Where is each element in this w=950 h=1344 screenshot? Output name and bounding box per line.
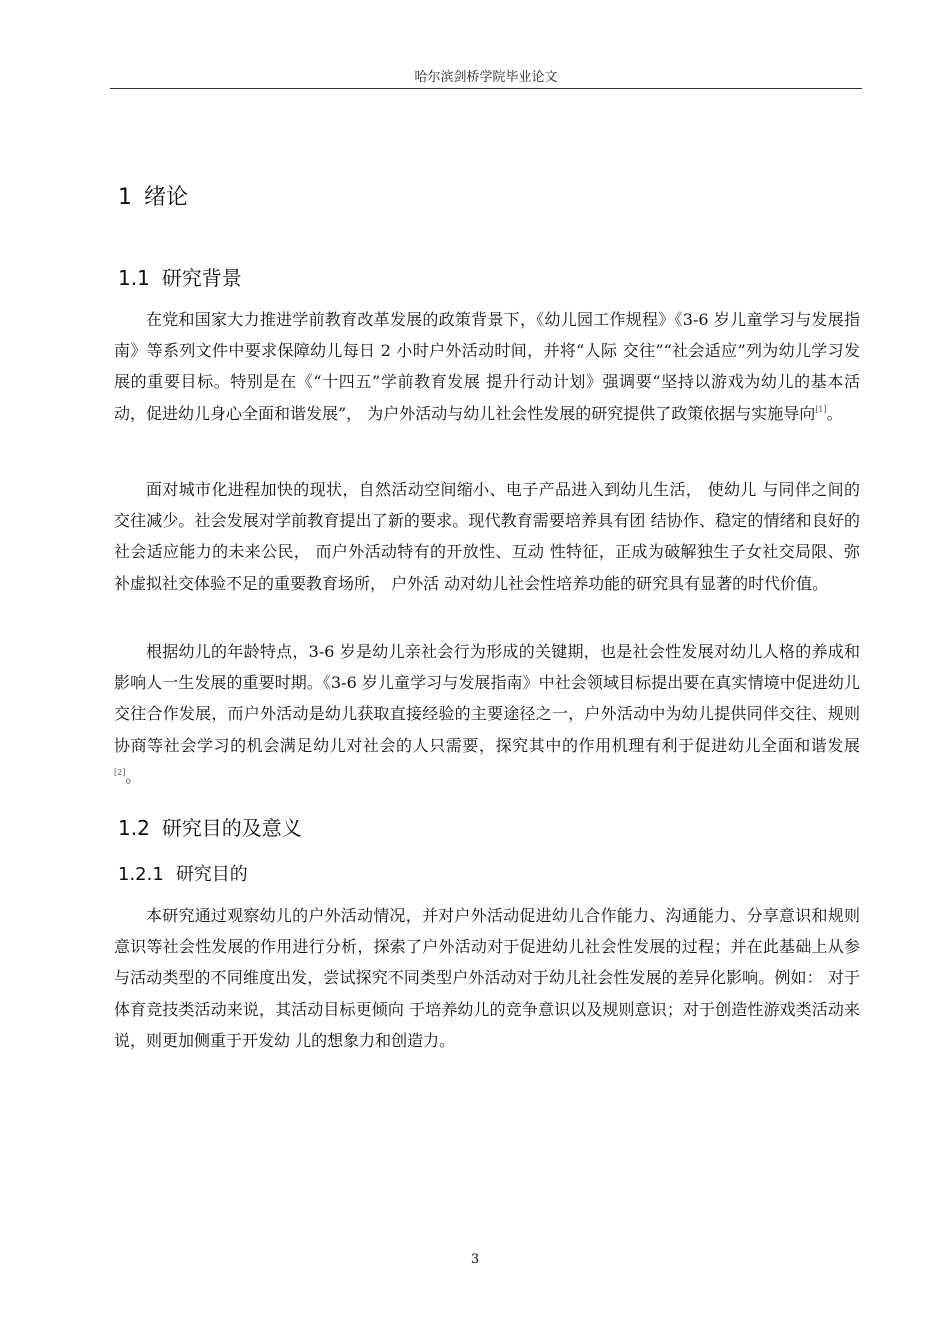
paragraph-end: 。 — [125, 766, 142, 786]
citation: [1] — [815, 404, 827, 414]
paragraph — [114, 474, 860, 599]
subsection-number: 1.2.1 — [118, 864, 164, 885]
chapter-title: 绪论 — [144, 185, 189, 210]
header-divider — [110, 88, 862, 89]
paragraph — [114, 304, 860, 429]
page-header: 哈尔滨剑桥学院毕业论文 — [414, 70, 558, 85]
chapter-number: 1 — [118, 185, 132, 210]
section-number: 1.2 — [118, 816, 150, 840]
paragraph-text: 面对城市化进程加快的现状，自然活动空间缩小、电子产品进入到幼儿生活， 使幼儿 与同伴之间的交往减少。社会发展对学前教育提出了新的要求。现代教育需要培养具有团 结协作、稳定的情绪和良好的社会适应能力的未来公民， 而户外活动特有的开放性、互动 性特征，正成为破解独生子女社交局限、弥补虚拟社交体验不足的重要教育场所， 户外活 动对幼儿社会性培养功能的研究具有显著的时代价值。 — [114, 480, 860, 593]
section-heading-1-1 — [118, 262, 242, 291]
section-title: 研究目的及意义 — [161, 816, 302, 840]
section-number: 1.1 — [118, 266, 150, 290]
citation: [2] — [114, 767, 126, 777]
paragraph-text: 本研究通过观察幼儿的户外活动情况，并对户外活动促进幼儿合作能力、沟通能力、分享意识和规则意识等社会性发展的作用进行分析，探索了户外活动对于促进幼儿社会性发展的过程；并在此基础上从参与活动类型的不同维度出发，尝试探究不同类型户外活动对于幼儿社会性发展的差异化影响。例如： 对于体育竞技类活动来说，其活动目标更倾向 于培养幼儿的竞争意识以及规则意识；对于创造性游戏类活动来说，则更加侧重于开发幼 儿的想象力和创造力。 — [114, 906, 860, 1050]
subsection-title: 研究目的 — [175, 864, 248, 885]
paragraph — [114, 900, 860, 1056]
chapter-heading — [118, 180, 188, 211]
paragraph-text: 根据幼儿的年龄特点，3-6 岁是幼儿亲社会行为形成的关键期，也是社会性发展对幼儿人格的养成和影响人一生发展的重要时期。《3-6 岁儿童学习与发展指南》中社会领域目标提出要在真实情境中促进幼儿交往合作发展，而户外活动是幼儿获取直接经验的主要途径之一，户外活动中为幼儿提供同伴交往、规则协商等社会学习的机会满足幼儿对社会的人只需要，探究其中的作用机理有利于促进幼儿全面和谐发展 — [114, 642, 860, 755]
page-number: 3 — [470, 1252, 480, 1267]
section-title: 研究背景 — [161, 266, 242, 290]
subsection-heading-1-2-1 — [118, 860, 248, 886]
paragraph-text: 在党和国家大力推进学前教育改革发展的政策背景下，《幼儿园工作规程》《3-6 岁儿童学习与发展指南》等系列文件中要求保障幼儿每日 2 小时户外活动时间，并将“人际 交往”“社会适应”列为幼儿学习发展的重要目标。特别是在《“十四五”学前教育发展 提升行动计划》强调要“坚持以游戏为幼儿的基本活动，促进幼儿身心全面和谐发展”， 为户外活动与幼儿社会性发展的研究提供了政策依据与实施导向 — [114, 310, 860, 423]
paragraph-end: 。 — [826, 403, 843, 423]
section-heading-1-2 — [118, 812, 302, 841]
paragraph — [114, 636, 860, 792]
